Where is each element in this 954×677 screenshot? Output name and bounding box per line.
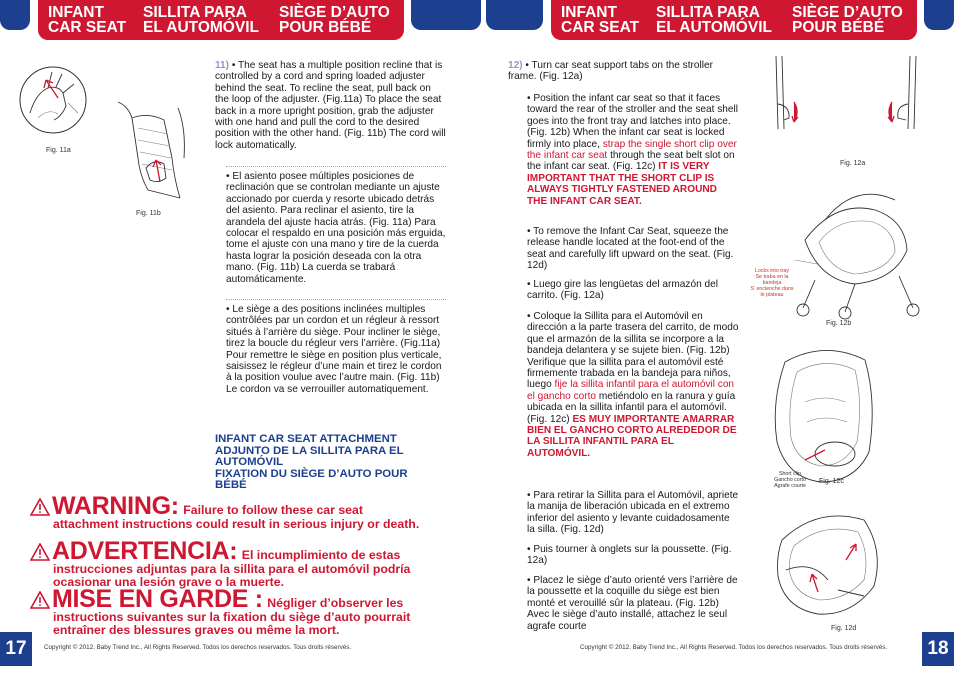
p2-text-red: strap the single short clip over the infant car seat — [527, 138, 737, 162]
step-12-p1-text: • Turn car seat support tabs on the stroller frame. (Fig. 12a) — [508, 60, 713, 83]
header-col-fr: SIÈGE D’AUTO POUR BÉBÉ — [792, 4, 903, 36]
warning-rest: instructions suivantes sur la fixation du siège d’auto pourrait entraîner des blessures graves ou même la mort. — [53, 610, 411, 637]
header-col-fr: SIÈGE D’AUTO POUR BÉBÉ — [279, 4, 390, 36]
divider — [226, 166, 446, 167]
center-blue-tab-right — [486, 0, 543, 30]
section-subheading: INFANT CAR SEAT ATTACHMENT ADJUNTO DE LA SILLITA PARA EL AUTOMÓVIL FIXATION DU SIÈGE D’AUTO POUR BÉBÉ — [215, 433, 408, 492]
step-12-p2 — [527, 93, 739, 207]
center-blue-tab-left — [411, 0, 481, 30]
warning-triangle-icon — [30, 498, 50, 516]
fig-11b-label: Fig. 11b — [136, 210, 161, 217]
warning-title: MISE EN GARDE : — [52, 585, 263, 613]
tray-lock-callout: Locks into tray Se traba en la bandeja S’ enclenche dans le plateau — [750, 268, 794, 298]
left-blue-tab — [0, 0, 30, 30]
step-11-english — [215, 60, 447, 151]
step-12-number: 12) — [508, 60, 523, 71]
step-11-number: 11) — [215, 60, 230, 71]
warning-en — [30, 492, 430, 531]
warning-title: WARNING: — [52, 492, 179, 520]
warning-triangle-icon — [30, 591, 50, 609]
p5-warning: ES MUY IMPORTANTE AMARRAR BIEN EL GANCHO CORTO ALREDEDOR DE LA SILLITA INFANTIL PARA EL AUTOMÓVIL. — [527, 413, 737, 459]
left-header-banner — [38, 0, 404, 40]
header-col-en: INFANT CAR SEAT — [561, 4, 640, 36]
right-blue-tab — [924, 0, 954, 30]
fig-11a-illustration — [18, 58, 88, 142]
step-12-p7: • Puis tourner à onglets sur la poussette. (Fig. 12a) — [527, 544, 732, 567]
divider — [226, 299, 446, 300]
warning-fr — [30, 585, 440, 636]
header-col-en: INFANT CAR SEAT — [48, 4, 127, 36]
step-12-p3: • To remove the Infant Car Seat, squeeze the release handle located at the foot-end of the seat and carefully lift upward on the seat. (Fig. 12d) — [527, 226, 734, 272]
p5-text-b: metiéndolo en la ranura y guía ubicada en la sillita infantil para el automóvil. (Fig. 12c) — [527, 390, 736, 425]
warning-lead: Négliger d’observer les — [267, 596, 404, 610]
warning-triangle-icon — [30, 543, 50, 561]
fig-11a-label: Fig. 11a — [46, 147, 71, 154]
short-clip-callout: Short clip Gancho corto Agrafe courte — [774, 471, 806, 489]
warning-lead: El incumplimiento de estas — [241, 548, 401, 562]
warning-rest: instrucciones adjuntas para la sillita para el automóvil podría ocasionar una lesión grave o la muerte. — [53, 562, 411, 589]
p2-warning: IT IS VERY IMPORTANT THAT THE SHORT CLIP IS ALWAYS TIGHTLY FASTENED AROUND THE INFANT CAR SEAT. — [527, 161, 717, 207]
warning-title: ADVERTENCIA: — [52, 537, 238, 565]
fig-12a-illustration — [756, 54, 926, 154]
fig-12c-label: Fig. 12c — [819, 478, 844, 485]
fig-12b-label: Fig. 12b — [826, 320, 852, 327]
fig-12d-label: Fig. 12d — [831, 625, 857, 632]
warning-lead: Failure to follow these car seat — [183, 503, 363, 517]
page-number-right: 18 — [922, 632, 954, 666]
warning-rest: attachment instructions could result in serious injury or death. — [53, 517, 420, 531]
right-header-banner — [551, 0, 917, 40]
fig-12b-illustration — [795, 180, 925, 320]
header-col-es: SILLITA PARA EL AUTOMÓVIL — [143, 4, 259, 36]
fig-12c-illustration — [765, 342, 885, 492]
step-11-french: • Le siège a des positions inclinées multiples contrôlées par un cordon et un régleur à ressort situés à l’arrière du siège. Pour incliner le siège, tirez la boucle du régleur vers l’arrière. (Fig.11a) Pour remettre le siège en position plus verticale, saisissez le régleur d’une main et tirez le cordon à la position voulue avec l’autre main. (Fig. 11b) Le cordon va se verrouiller automatiquement. — [226, 304, 442, 395]
fig-11b-illustration — [108, 98, 198, 210]
p5-text-red: fije la sillita infantil para el automóvil con el gancho corto — [527, 379, 735, 402]
page-number-left: 17 — [0, 632, 32, 666]
step-11-spanish: • El asiento posee múltiples posiciones de reclinación que se controlan mediante un ajuste accionado por cuerda y resorte ubicado detrás del asiento. Para reclinar el asiento, tire la arandela del ajuste hacia atrás. (Fig. 11a) Para colocar el respaldo en una posición más erguida, tome el ajuste con una mano y tire de la cuerda hasta lograr la posición deseada con la otra mano. (Fig. 11b) La cuerda se trabará automáticamente. — [226, 171, 446, 285]
copyright-left: Copyright © 2012. Baby Trend Inc., All Rights Reserved. Todos los derechos reservados. Tous droits réservés. — [44, 644, 352, 651]
step-11-en-text: • The seat has a multiple position recline that is controlled by a cord and spring loaded adjuster behind the seat. To recline the seat, pull back on the loop of the adjuster. (Fig.11a) To place the seat back in a more upright position, grab the adjuster with one hand and pull the cord to the desired position with the other hand. (Fig. 11b) The cord will lock automatically. — [215, 60, 446, 151]
step-12-p4: • Luego gire las lengüetas del armazón del carrito. (Fig. 12a) — [527, 279, 718, 302]
header-col-es: SILLITA PARA EL AUTOMÓVIL — [656, 4, 772, 36]
step-12-p6: • Para retirar la Sillita para el Automóvil, apriete la manija de liberación ubicada en el extremo inferior del asiento y levante cuidadosamente la silla. (Fig. 12d) — [527, 490, 739, 536]
p2-text-b: through the seat belt slot on the infant car seat. (Fig. 12c) — [527, 150, 735, 173]
step-12-p8: • Placez le siège d’auto orienté vers l’arrière de la poussette et la coquille du siège est bien monté et verouillé sûr la plateau. (Fig. 12b) Avec le siège d’auto installé, attachez le seul agrafe courte — [527, 575, 738, 632]
step-12-p1 — [508, 60, 740, 83]
warning-es — [30, 537, 430, 588]
fig-12d-illustration — [768, 500, 888, 620]
p2-text-a: • Position the infant car seat so that it faces toward the rear of the stroller and the seat shell goes into the front tray and latches into place. (Fig. 12b) When the infant car seat is locked firmly into place, — [527, 93, 738, 150]
copyright-right: Copyright © 2012. Baby Trend Inc., All Rights Reserved. Todos los derechos reservados. Tous droits réservés. — [580, 644, 888, 651]
p5-text-a: • Coloque la Sillita para el Automóvil en dirección a la parte trasera del carrito, de modo que el armazón de la sillita se incorpore a la bandeja delantera y se sujete bien. (Fig. 12b) Verifique que la sillita para el automóvil esté firmemente trabada en la bandeja para niños, luego — [527, 311, 739, 391]
fig-12a-label: Fig. 12a — [840, 160, 866, 167]
step-12-p5 — [527, 311, 739, 459]
